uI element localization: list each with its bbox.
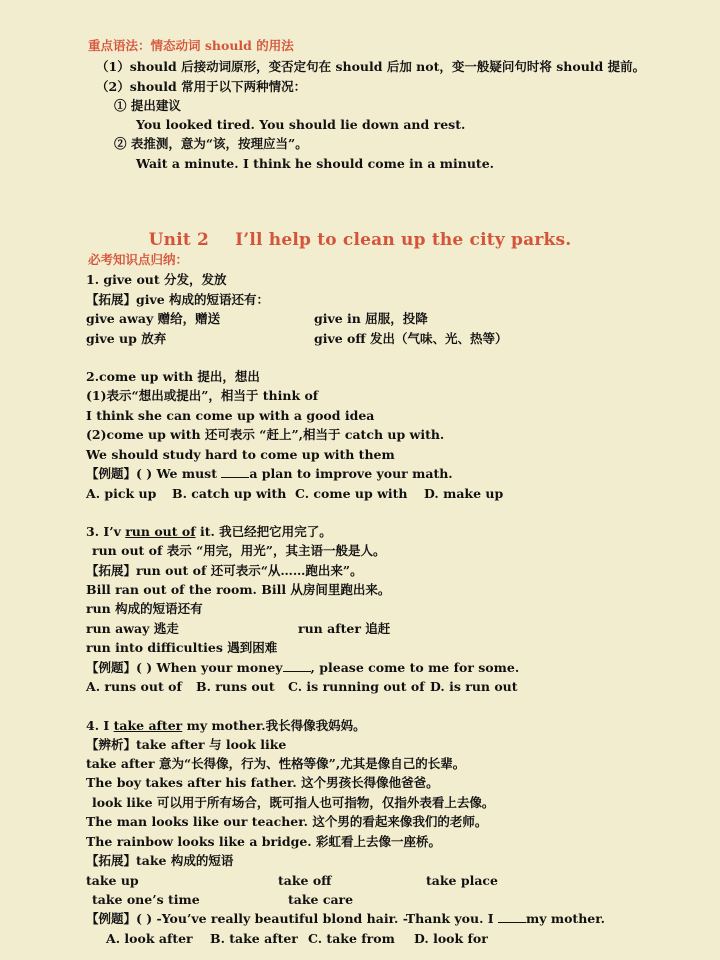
- item4-line-6: The rainbow looks like a bridge. 彩虹看上去像一座桥。: [86, 834, 442, 849]
- item3-heading: [86, 524, 332, 540]
- item4-line-2: take after 意为“长得像，行为、性格等像”,尤其是像自己的长辈。: [86, 756, 466, 771]
- item4-question-stem: 【例题】( ) -You’ve really beautiful blond hair. -Thank you. I: [86, 911, 499, 926]
- grammar-point-2: （2）should 常用于以下两种情况：: [96, 79, 307, 94]
- item1-phrase-give-up: give up 放弃: [86, 331, 167, 346]
- item4-heading: [86, 718, 366, 734]
- item4-option-c: C. take from: [308, 931, 395, 946]
- unit-title-text: I’ll help to clean up the city parks.: [235, 230, 572, 250]
- item4-question: [86, 911, 605, 927]
- item3-line-2: 【拓展】run out of 还可表示“从……跑出来”。: [86, 563, 363, 578]
- item1-phrase-give-away: give away 赠给，赠送: [86, 311, 221, 326]
- item4-phrase-take-off: take off: [278, 873, 332, 888]
- grammar-heading: 重点语法：情态动词 should 的用法: [88, 38, 294, 53]
- item2-question-end: a plan to improve your math.: [249, 466, 453, 481]
- item2-option-d: D. make up: [424, 486, 504, 501]
- item3-question: [86, 660, 519, 676]
- item4-heading-start: 4. I: [86, 718, 114, 733]
- item2-line-2: I think she can come up with a good idea: [86, 408, 375, 423]
- grammar-case-1: ① 提出建议: [114, 98, 181, 113]
- item4-line-4: look like 可以用于所有场合，既可指人也可指物，仅指外表看上去像。: [92, 795, 495, 810]
- item3-answer-blank: [283, 660, 311, 672]
- item4-line-3: The boy takes after his father. 这个男孩长得像他爸爸。: [86, 775, 439, 790]
- item1-phrase-give-in: give in 屈服，投降: [314, 311, 428, 326]
- item3-line-4: run 构成的短语还有: [86, 601, 203, 616]
- item3-question-end: , please come to me for some.: [310, 660, 520, 675]
- grammar-case-2: ② 表推测，意为“该，按理应当”。: [114, 136, 308, 151]
- item4-phrase-take-ones-time: take one’s time: [92, 892, 200, 907]
- item2-line-1: (1)表示“想出或提出”，相当于 think of: [86, 388, 319, 403]
- item4-option-a: A. look after: [106, 931, 193, 946]
- item2-line-3: (2)come up with 还可表示 “赶上”,相当于 catch up with.: [86, 427, 445, 442]
- item1-phrase-give-off: give off 发出（气味、光、热等）: [314, 331, 508, 346]
- unit-title: [0, 230, 720, 250]
- grammar-point-1: （1）should 后接动词原形，变否定句在 should 后加 not，变一般疑问句时将 should 提前。: [96, 59, 646, 74]
- item3-option-d: D. is run out: [430, 679, 518, 694]
- item4-option-b: B. take after: [210, 931, 298, 946]
- item4-heading-underlined: take after: [113, 718, 183, 733]
- item2-option-c: C. come up with: [295, 486, 408, 501]
- item3-option-a: A. runs out of: [86, 679, 182, 694]
- item3-heading-underlined: run out of: [125, 524, 196, 539]
- item2-line-4: We should study hard to come up with them: [86, 447, 395, 462]
- item4-line-7: 【拓展】take 构成的短语: [86, 853, 234, 868]
- item4-question-end: my mother.: [526, 911, 606, 926]
- item4-phrase-take-place: take place: [426, 873, 498, 888]
- item2-question: [86, 466, 453, 482]
- grammar-case-2-example: Wait a minute. I think he should come in a minute.: [136, 156, 495, 171]
- item3-phrase-run-away: run away 逃走: [86, 621, 179, 636]
- item4-line-5: The man looks like our teacher. 这个男的看起来像我们的老师。: [86, 814, 488, 829]
- item3-line-1: run out of 表示 “用完，用光”，其主语一般是人。: [92, 543, 386, 558]
- item3-line-5: run into difficulties 遇到困难: [86, 640, 278, 655]
- item3-heading-end: it. 我已经把它用完了。: [195, 524, 332, 539]
- item4-answer-blank: [498, 911, 526, 923]
- item3-heading-start: 3. I’v: [86, 524, 126, 539]
- item2-answer-blank: [221, 466, 249, 478]
- item1-heading: 1. give out 分发，发放: [86, 272, 227, 287]
- item3-option-c: C. is running out of: [288, 679, 425, 694]
- item4-option-d: D. look for: [414, 931, 488, 946]
- item2-question-stem: 【例题】( ) We must: [86, 466, 222, 481]
- item2-option-a: A. pick up: [86, 486, 157, 501]
- item4-heading-end: my mother.我长得像我妈妈。: [182, 718, 366, 733]
- item3-question-stem: 【例题】( ) When your money: [86, 660, 283, 675]
- item4-phrase-take-care: take care: [288, 892, 354, 907]
- grammar-case-1-example: You looked tired. You should lie down and rest.: [136, 117, 466, 132]
- unit-title-number: Unit 2: [148, 230, 210, 250]
- item3-option-b: B. runs out: [196, 679, 275, 694]
- item2-heading: 2.come up with 提出，想出: [86, 369, 260, 384]
- item3-line-3: Bill ran out of the room. Bill 从房间里跑出来。: [86, 582, 391, 597]
- item2-option-b: B. catch up with: [172, 486, 287, 501]
- item1-expand: 【拓展】give 构成的短语还有：: [86, 292, 270, 307]
- knowledge-subheading: 必考知识点归纳：: [88, 252, 189, 267]
- item4-phrase-take-up: take up: [86, 873, 139, 888]
- item3-phrase-run-after: run after 追赶: [298, 621, 391, 636]
- item4-line-1: 【辨析】take after 与 look like: [86, 737, 287, 752]
